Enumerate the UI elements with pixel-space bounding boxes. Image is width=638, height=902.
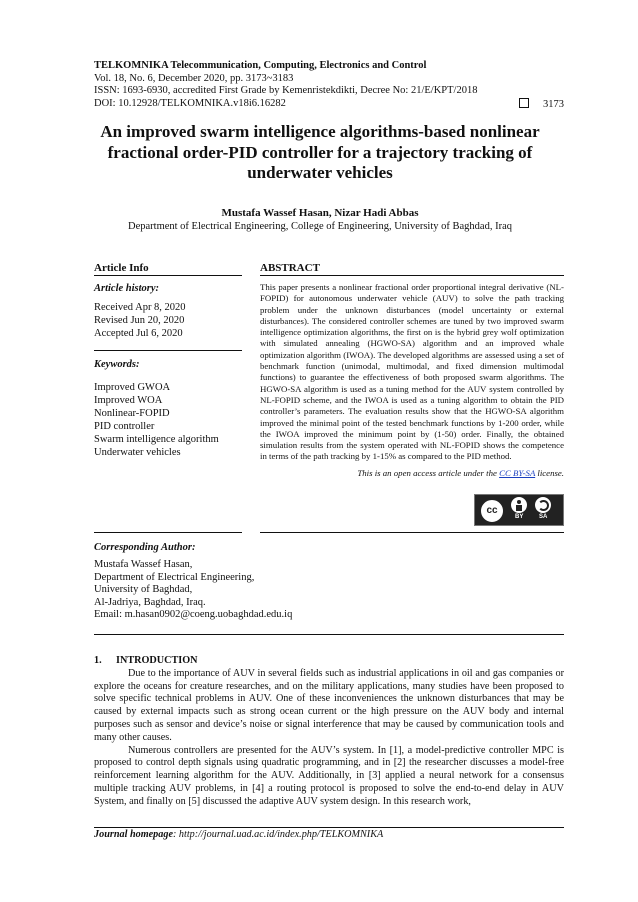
by-label: BY [515,514,524,520]
paper-affiliation: Department of Electrical Engineering, College of Engineering, University of Baghdad, Iraq [128,221,512,232]
homepage-url[interactable]: : http://journal.uad.ac.id/index.php/TELKOMNIKA [172,829,384,840]
article-info [94,262,242,459]
keyword: Improved WOA [94,395,163,406]
divider [94,532,242,533]
abstract-text: This paper presents a nonlinear fractional order proportional integral derivative (NL-FOPID) for autonomous underwater vehicle (AUV) to solve the path tracking problem under the unknown disturbances (model uncertainty or external disturbances). The considered controller schemes are tuned by two improved swarm intelligence optimization algorithms, the first on is the hybrid grey wolf optimization with simulated annealing (HGWO-SA) algorithm and an improved whale optimization algorithm (IWOA). The developed algorithms are assessed using a set of benchmark function (unimodal, multimodal, and fixed dimension multimodal functions) to guarantee the effectiveness of both proposed swarm algorithms. The HGWO-SA algorithm is used as a tuning method for the AUV system controlled by NL-FOPID scheme, and the IWOA is used as a tuning algorithm to obtain the PID controller’s parameters. The evaluation results show that the HGWO-SA algorithm improved the minimal point of the tested benchmark functions by 1-200 order, while the IWOA improved the minimum point by (1-50) order. Finally, the obtained simulation results from the system operated with NL-FOPID shows the competence in terms of the path tracking by 1-15% as compared to the PID method. [260,282,564,462]
license-prefix: This is an open access article under the [357,467,500,478]
paper-title: An improved swarm intelligence algorithms-based nonlinear fractional order-PID controller for a trajectory tracking of underwater vehicles [100,122,540,182]
cc-icon: cc [479,498,505,524]
corresponding-email[interactable]: Email: m.hasan0902@coeng.uobaghdad.edu.iq [94,609,293,621]
keyword: PID controller [94,421,155,432]
paper-authors: Mustafa Wassef Hasan, Nizar Hadi Abbas [221,207,419,219]
keyword: Underwater vehicles [94,447,181,458]
page-number-box [519,98,564,112]
divider [94,827,564,828]
corresponding-line: Al-Jadriya, Baghdad, Iraq. [94,596,206,608]
divider [94,350,242,351]
cc-by-sa-badge[interactable] [474,494,564,526]
license-suffix: license. [535,467,564,478]
paragraph: Due to the importance of AUV in several fields such as industrial applications in oil and gas companies or explore the oceans for creature researches, and on the military applications, many studies have been proposed to solve specific technical problems in AUV. One of these inconveniences the unknown disturbances that may be caused by external impacts such as strong ocean current or the high pressure on the AUV body and internal purposes such as sensor and device’s noise or signal interference that may be caused by communication tools and many other causes. [94,667,564,743]
section-heading [94,655,564,668]
issn-line: ISSN: 1693-6930, accredited First Grade by Kemenristekdikti, Decree No: 21/E/KPT/2018 [94,85,478,97]
corresponding-heading: Corresponding Author: [94,542,196,553]
corresponding-line: University of Baghdad, [94,584,193,596]
keyword: Swarm intelligence algorithm [94,434,219,445]
corresponding-line: Mustafa Wassef Hasan, [94,559,193,570]
license-line [260,468,564,478]
history-item: Revised Jun 20, 2020 [94,315,185,326]
keywords-heading: Keywords: [94,359,140,370]
section-number: 1. [94,655,102,666]
section-title: INTRODUCTION [116,655,198,666]
keyword: Nonlinear-FOPID [94,408,170,419]
volume-line: Vol. 18, No. 6, December 2020, pp. 3173~3183 [94,72,294,84]
corresponding-author [94,532,394,622]
doi-link[interactable]: DOI: 10.12928/TELKOMNIKA.v18i6.16282 [94,97,286,109]
corresponding-line: Department of Electrical Engineering, [94,571,255,583]
journal-header [94,60,564,110]
history-item: Received Apr 8, 2020 [94,302,186,313]
page-number: 3173 [543,98,564,110]
abstract-section [260,262,564,478]
history-item: Accepted Jul 6, 2020 [94,328,183,339]
license-link[interactable]: CC BY-SA [499,467,536,478]
abstract-heading: ABSTRACT [260,262,564,276]
journal-name: TELKOMNIKA Telecommunication, Computing, Electronics and Control [94,60,427,71]
introduction-section [94,655,564,809]
history-heading: Article history: [94,283,160,294]
article-info-heading: Article Info [94,262,242,276]
divider [94,634,564,635]
journal-homepage [94,829,383,840]
sa-label: SA [539,514,548,520]
paragraph: Numerous controllers are presented for the AUV’s system. In [1], a model-predictive controller MPC is proposed to control depth signals using quadratic programming, and in [2] the researcher discusses a model-free reinforcement learning algorithm for the AUV. Additionally, in [3] applied a neural network for a consensus multiple tracking AUV problems, in [4] a routing protocol is proposed to solve the end-to-end delay in AUV System, and finally on [5] discussed the adaptive AUV system design. In this research work, [94,744,564,807]
square-icon [519,98,529,108]
person-icon [511,497,527,513]
homepage-label: Journal homepage [94,829,173,840]
share-alike-icon [535,497,551,513]
keyword: Improved GWOA [94,382,171,393]
